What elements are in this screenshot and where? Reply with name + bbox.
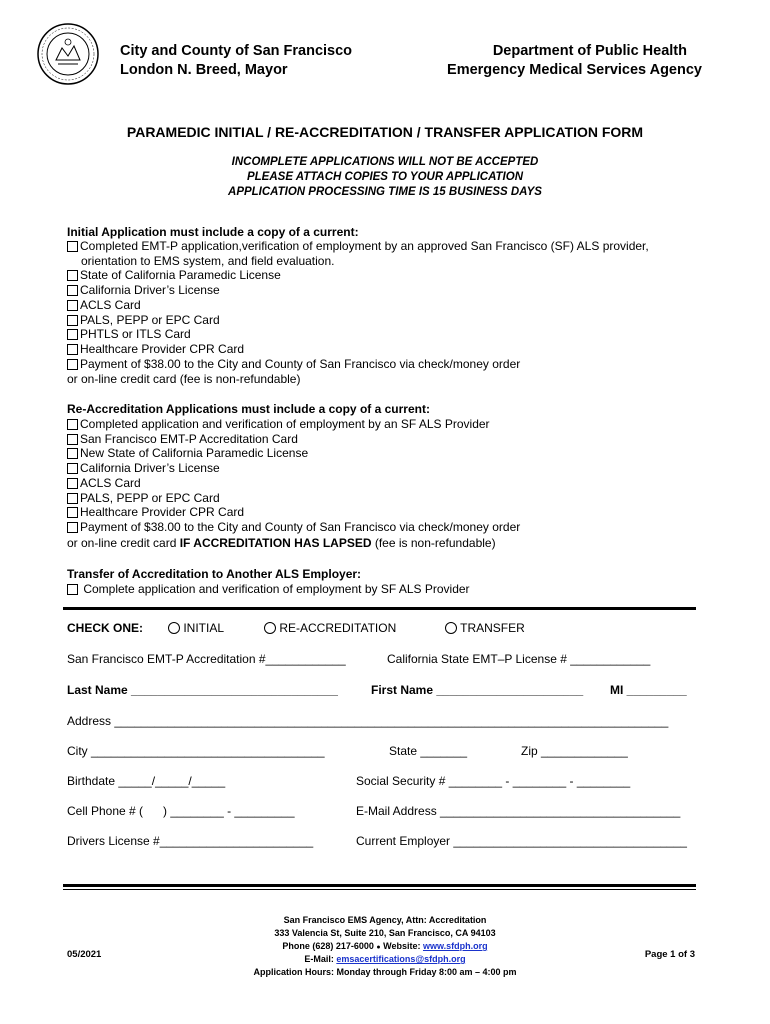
section-divider	[63, 607, 696, 610]
initial-item-1[interactable]: Completed EMT-P application,verification of employment by an approved San Francisco (SF) ALS provider,	[67, 239, 649, 253]
initial-payment-cont: or on-line credit card (fee is non-refundable)	[67, 372, 301, 386]
reaccred-item-3[interactable]: New State of California Paramedic License	[67, 446, 308, 460]
footer-hours: Application Hours: Monday through Friday 8:00 am – 4:00 pm	[253, 967, 517, 977]
transfer-item-1[interactable]: Complete application and verification of employment by SF ALS Provider	[67, 582, 470, 596]
city-seal-logo	[36, 22, 100, 86]
form-title: PARAMEDIC INITIAL / RE-ACCREDITATION / TRANSFER APPLICATION FORM	[126, 124, 644, 140]
checkbox[interactable]	[67, 344, 78, 355]
last-name-field[interactable]: Last Name _______________________________	[67, 683, 338, 697]
reaccred-item-2[interactable]: San Francisco EMT-P Accreditation Card	[67, 432, 298, 446]
checkbox[interactable]	[67, 463, 78, 474]
reaccred-item-6[interactable]: PALS, PEPP or EPC Card	[67, 491, 220, 505]
reaccred-heading: Re-Accreditation Applications must include a copy of a current:	[67, 402, 430, 416]
reaccred-item-7[interactable]: Healthcare Provider CPR Card	[67, 505, 244, 519]
initial-item-2[interactable]: State of California Paramedic License	[67, 268, 281, 282]
reaccred-payment-cont: or on-line credit card IF ACCREDITATION HAS LAPSED (fee is non-refundable)	[67, 536, 496, 550]
checkbox[interactable]	[67, 285, 78, 296]
footer-address: 333 Valencia St, Suite 210, San Francisco, CA 94103	[274, 928, 496, 938]
drivers-license-field[interactable]: Drivers License #_______________________	[67, 834, 314, 848]
page-number: Page 1 of 3	[644, 949, 695, 960]
checkbox[interactable]	[67, 329, 78, 340]
header-city: City and County of San Francisco	[120, 43, 353, 59]
notice-incomplete: INCOMPLETE APPLICATIONS WILL NOT BE ACCEPTED	[231, 156, 539, 168]
transfer-heading: Transfer of Accreditation to Another ALS Employer:	[67, 567, 362, 581]
radio-button[interactable]	[445, 622, 457, 634]
address-field[interactable]: Address ___________________________________________________________________________________	[67, 714, 669, 728]
footer-divider-thick	[63, 884, 696, 887]
initial-item-4[interactable]: ACLS Card	[67, 298, 141, 312]
footer-attn: San Francisco EMS Agency, Attn: Accreditation	[283, 915, 487, 925]
notice-attach: PLEASE ATTACH COPIES TO YOUR APPLICATION	[246, 171, 524, 183]
sf-accreditation-field[interactable]: San Francisco EMT-P Accreditation #____________	[67, 652, 346, 666]
checkbox[interactable]	[67, 359, 78, 370]
zip-field[interactable]: Zip _____________	[521, 744, 628, 758]
initial-item-3[interactable]: California Driver’s License	[67, 283, 220, 297]
checkbox[interactable]	[67, 419, 78, 430]
footer-date: 05/2021	[67, 949, 102, 960]
checkbox[interactable]	[67, 478, 78, 489]
initial-item-1-cont: orientation to EMS system, and field evaluation.	[81, 254, 335, 268]
checkbox[interactable]	[67, 300, 78, 311]
check-one-label: CHECK ONE:	[67, 621, 144, 635]
first-name-field[interactable]: First Name ______________________	[371, 683, 584, 697]
ca-license-field[interactable]: California State EMT–P License # ____________	[387, 652, 651, 666]
initial-item-5[interactable]: PALS, PEPP or EPC Card	[67, 313, 220, 327]
checkbox[interactable]	[67, 493, 78, 504]
checkbox[interactable]	[67, 448, 78, 459]
radio-button[interactable]	[264, 622, 276, 634]
state-field[interactable]: State _______	[389, 744, 468, 758]
email-field[interactable]: E-Mail Address ____________________________________	[356, 804, 681, 818]
bullet-icon: ●	[376, 944, 381, 951]
checkbox[interactable]	[67, 270, 78, 281]
cell-phone-field[interactable]: Cell Phone # ( ) ________ - _________	[67, 804, 295, 818]
option-transfer[interactable]: TRANSFER	[445, 621, 525, 635]
reaccred-item-8[interactable]: Payment of $38.00 to the City and County of San Francisco via check/money order	[67, 520, 520, 534]
reaccred-item-4[interactable]: California Driver’s License	[67, 461, 220, 475]
notice-processing: APPLICATION PROCESSING TIME IS 15 BUSINESS DAYS	[228, 186, 542, 198]
checkbox[interactable]	[67, 507, 78, 518]
checkbox[interactable]	[67, 584, 78, 595]
checkbox[interactable]	[67, 241, 78, 252]
ssn-field[interactable]: Social Security # ________ - ________ - ________	[356, 774, 631, 788]
website-link[interactable]: www.sfdph.org	[422, 941, 488, 951]
header-mayor: London N. Breed, Mayor	[120, 62, 288, 78]
checkbox[interactable]	[67, 315, 78, 326]
radio-button[interactable]	[168, 622, 180, 634]
checkbox[interactable]	[67, 522, 78, 533]
reaccred-item-5[interactable]: ACLS Card	[67, 476, 141, 490]
mi-field[interactable]: MI _________	[610, 683, 687, 697]
employer-field[interactable]: Current Employer ___________________________________	[356, 834, 687, 848]
footer-divider-thin	[63, 889, 696, 890]
initial-item-8[interactable]: Payment of $38.00 to the City and County of San Francisco via check/money order	[67, 357, 520, 371]
header-agency: Emergency Medical Services Agency	[447, 62, 702, 78]
birthdate-field[interactable]: Birthdate _____/_____/_____	[67, 774, 226, 788]
initial-item-7[interactable]: Healthcare Provider CPR Card	[67, 342, 244, 356]
option-reaccreditation[interactable]: RE-ACCREDITATION	[264, 621, 396, 635]
checkbox[interactable]	[67, 434, 78, 445]
footer-phone-web: Phone (628) 217-6000 ● Website: www.sfdph.org	[282, 941, 488, 951]
reaccred-item-1[interactable]: Completed application and verification of employment by an SF ALS Provider	[67, 417, 490, 431]
option-initial[interactable]: INITIAL	[168, 621, 224, 635]
email-link[interactable]: emsacertifications@sfdph.org	[336, 954, 466, 964]
initial-heading: Initial Application must include a copy of a current:	[67, 225, 359, 239]
city-field[interactable]: City ___________________________________	[67, 744, 325, 758]
initial-item-6[interactable]: PHTLS or ITLS Card	[67, 327, 191, 341]
footer-email: E-Mail: emsacertifications@sfdph.org	[304, 954, 466, 964]
header-department: Department of Public Health	[492, 43, 687, 59]
